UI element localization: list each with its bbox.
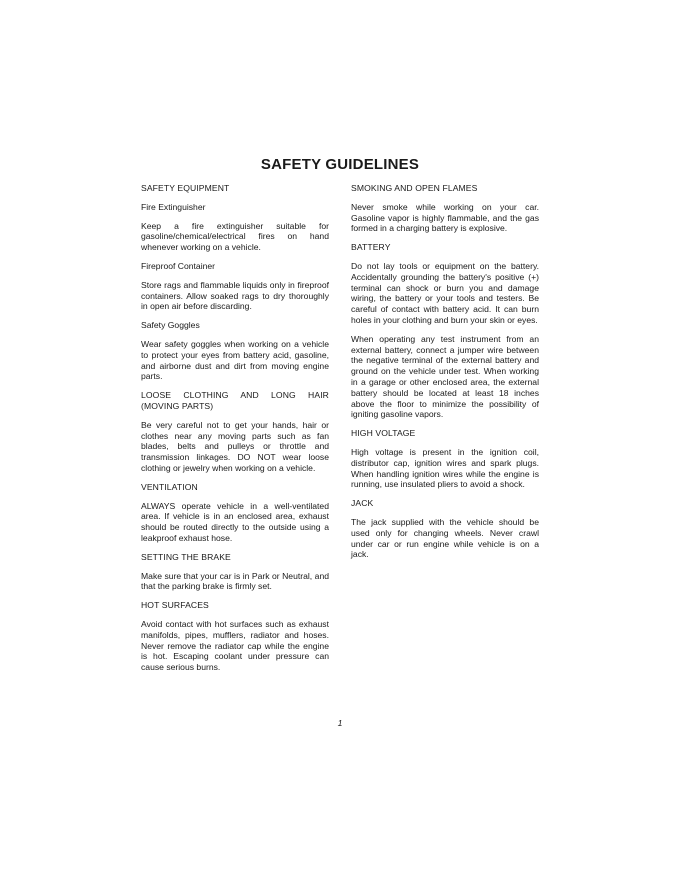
subheading-safety-goggles: Safety Goggles <box>141 320 200 331</box>
section-heading-setting-the-brake: SETTING THE BRAKE <box>141 551 231 562</box>
section-heading-smoking-and-open-flames: SMOKING AND OPEN FLAMES <box>351 183 478 193</box>
paragraph-ventilation: ALWAYS operate vehicle in a well-ventilated area. If vehicle is in an enclosed area, exhaust should be routed directly to the outside using a leakproof exhaust hose. <box>141 500 329 543</box>
section-heading-high-voltage: HIGH VOLTAGE <box>351 428 416 439</box>
paragraph-fireproof-container: Store rags and flammable liquids only in fireproof containers. Allow soaked rags to dry thoroughly in open air before discarding. <box>141 279 329 312</box>
paragraph-battery-2: When operating any test instrument from an external battery, connect a jumper wire between the negative terminal of the external battery and ground on the vehicle under test. When working in a garage or other enclosed area, the external battery should be located at least 18 inches above the floor to minimize the possibility of igniting gasoline vapors. <box>351 333 539 420</box>
paragraph-battery-1: Do not lay tools or equipment on the battery. Accidentally grounding the battery's positive (+) terminal can shock or burn you and damage wiring, the battery or your tools and testers. Be careful of contact with battery acid. It can burn holes in your clothing and burn your skin or eyes. <box>351 260 539 325</box>
paragraph-hot-surfaces: Avoid contact with hot surfaces such as exhaust manifolds, pipes, mufflers, radiator and hoses. Never remove the radiator cap while the engine is hot. Escaping coolant under pressure can cause serious burns. <box>141 618 329 673</box>
paragraph-loose-clothing: Be very careful not to get your hands, hair or clothes near any moving parts such as fan blades, belts and pulleys or throttle and transmission linkages. DO NOT wear loose clothing or jewelry when working on a vehicle. <box>141 419 329 473</box>
paragraph-jack: The jack supplied with the vehicle should be used only for changing wheels. Never crawl under car or run engine while vehicle is on a jack. <box>351 516 539 560</box>
section-heading-loose-clothing: LOOSE CLOTHING AND LONG HAIR (MOVING PARTS) <box>141 390 329 411</box>
page-number: 1 <box>337 718 343 728</box>
section-heading-ventilation: VENTILATION <box>141 481 198 492</box>
right-column <box>351 183 539 568</box>
paragraph-smoking-and-open-flames: Never smoke while working on your car. Gasoline vapor is highly flammable, and the gas formed in a charging battery is explosive. <box>351 201 539 234</box>
paragraph-setting-the-brake: Make sure that your car is in Park or Neutral, and that the parking brake is firmly set. <box>141 570 329 592</box>
section-heading-battery: BATTERY <box>351 242 391 253</box>
paragraph-fire-extinguisher: Keep a fire extinguisher suitable for gasoline/chemical/electrical fires on hand whenever working on a vehicle. <box>141 220 329 253</box>
page-title: SAFETY GUIDELINES <box>260 156 420 173</box>
paragraph-safety-goggles: Wear safety goggles when working on a vehicle to protect your eyes from battery acid, gasoline, and airborne dust and dirt from moving engine parts. <box>141 338 329 382</box>
section-heading-hot-surfaces: HOT SURFACES <box>141 600 209 611</box>
left-column <box>141 183 329 681</box>
section-heading-safety-equipment: SAFETY EQUIPMENT <box>141 183 230 193</box>
subheading-fireproof-container: Fireproof Container <box>141 260 216 271</box>
subheading-fire-extinguisher: Fire Extinguisher <box>141 201 206 212</box>
section-heading-jack: JACK <box>351 498 374 509</box>
paragraph-high-voltage: High voltage is present in the ignition coil, distributor cap, ignition wires and spark plugs. When handling ignition wires while the engine is running, use insulated pliers to avoid a shock. <box>351 446 539 490</box>
